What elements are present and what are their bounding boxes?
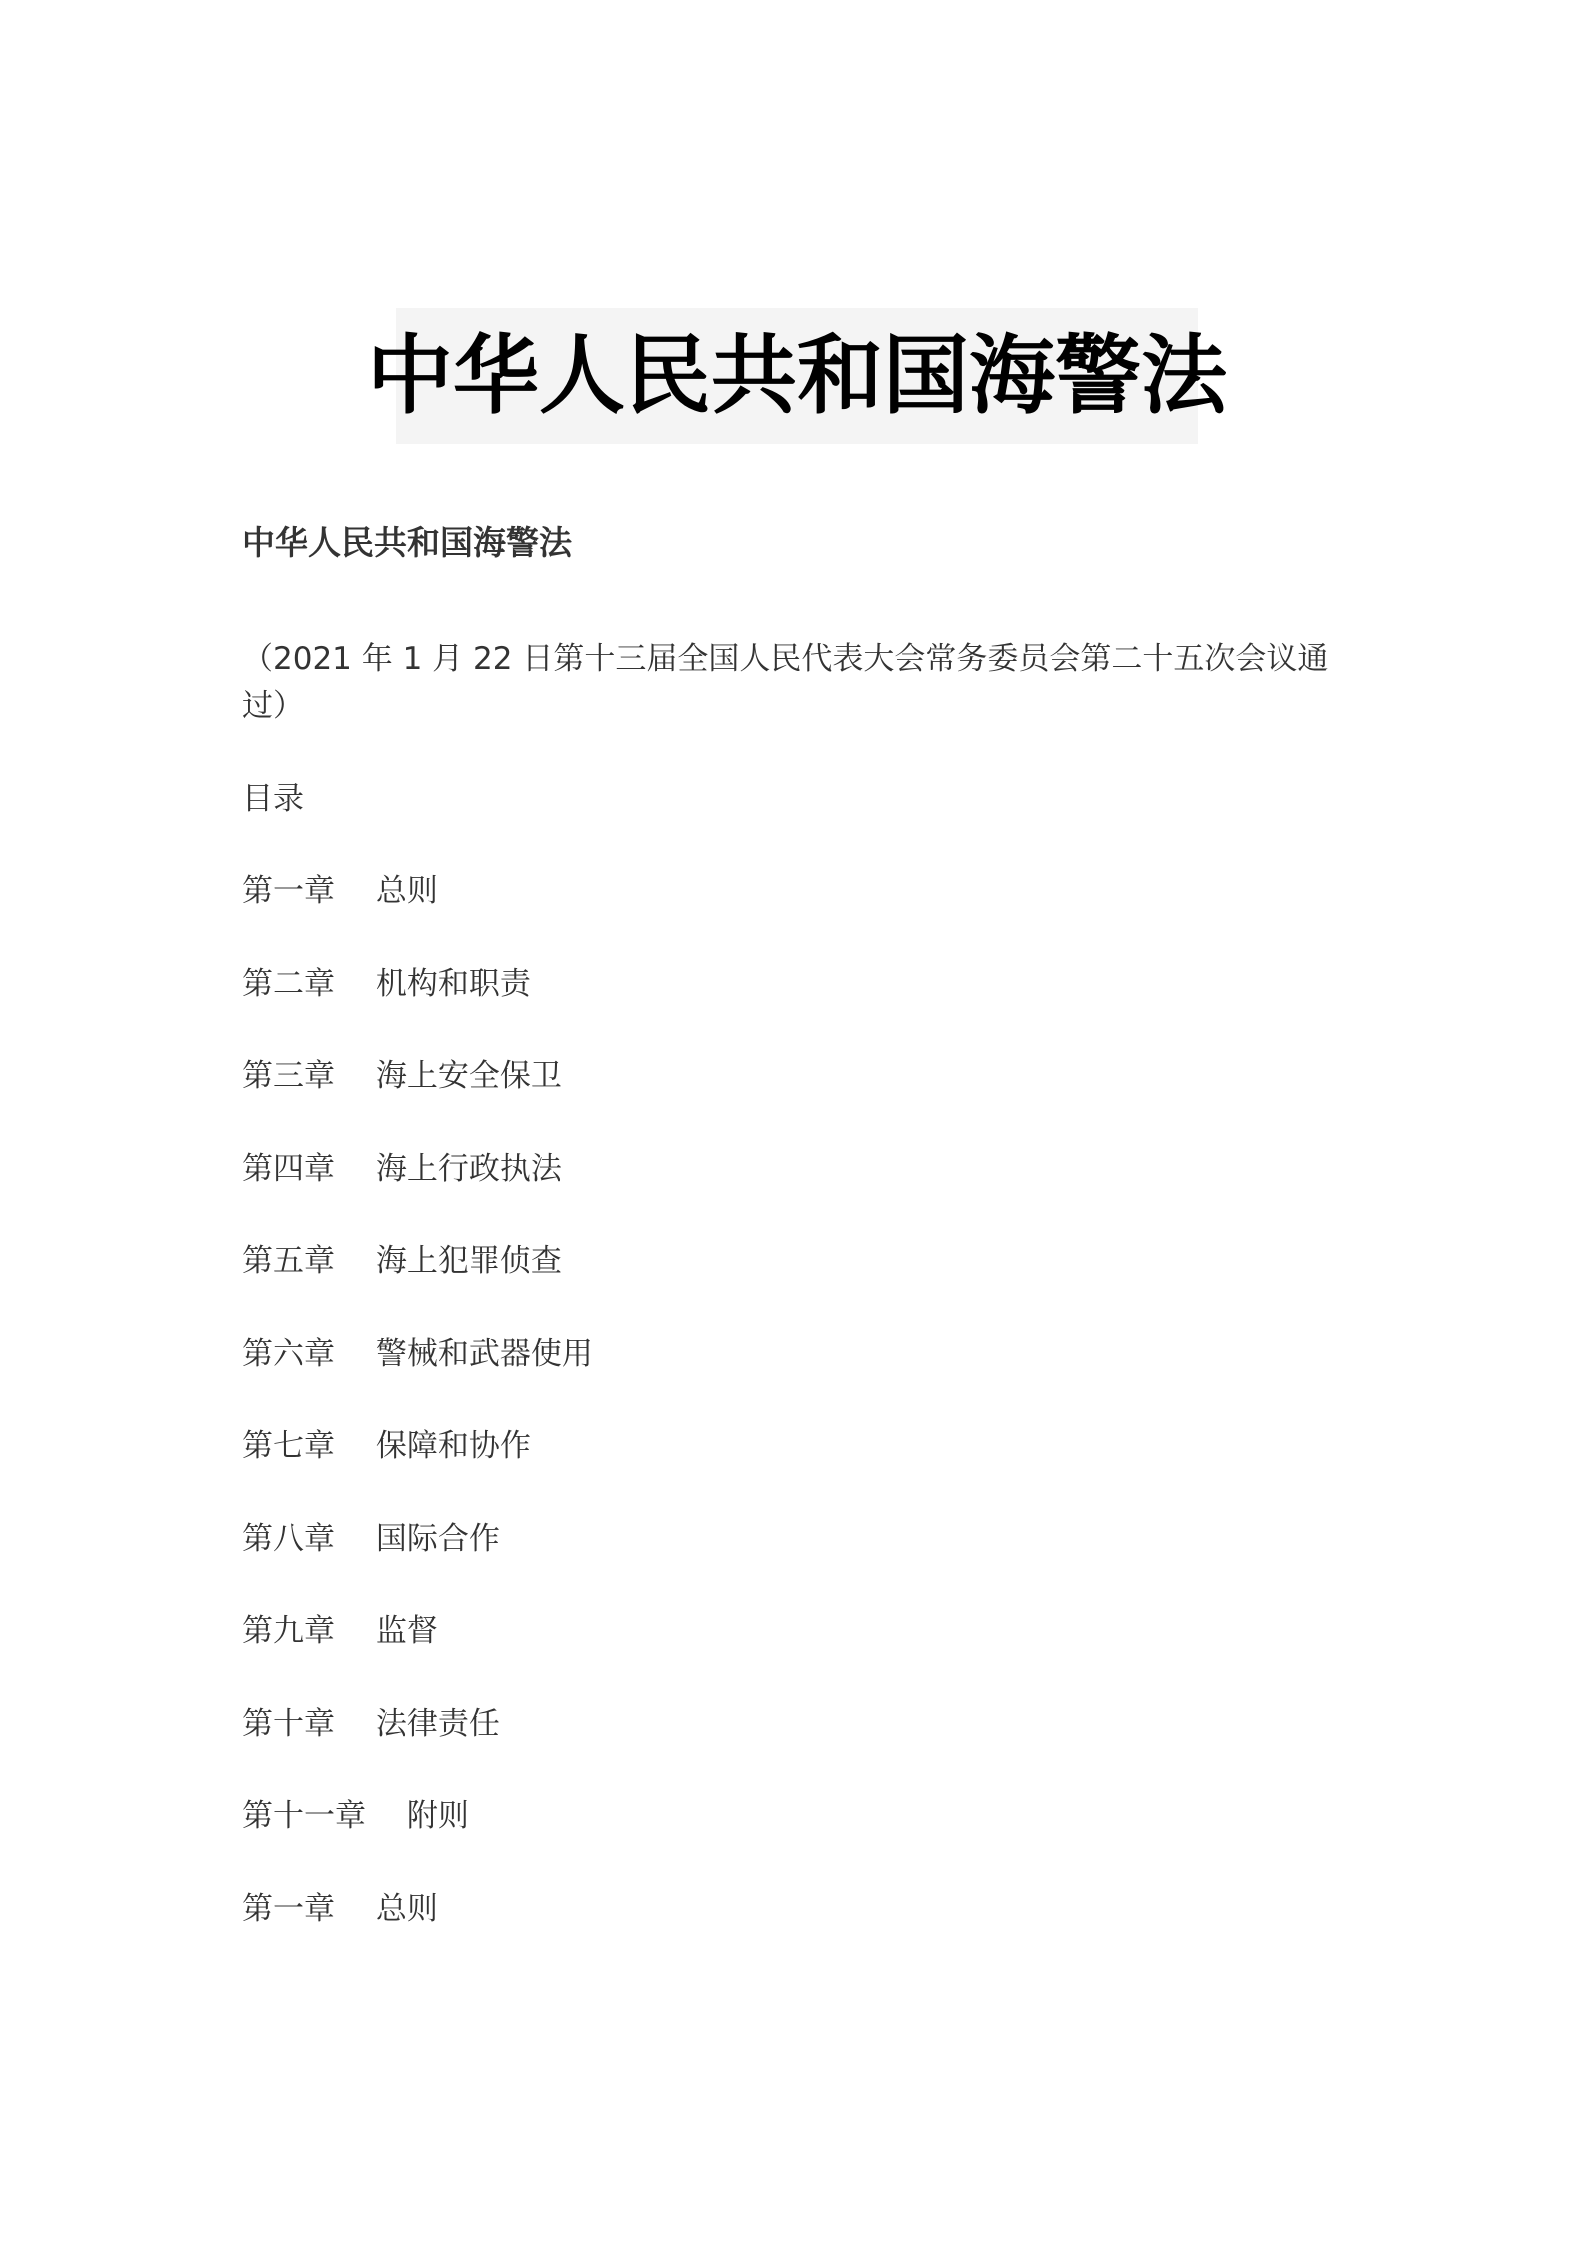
toc-item-chapter-3: 第三章 海上安全保卫 — [242, 1058, 562, 1094]
chapter-heading: 第一章 总则 — [242, 1891, 438, 1927]
toc-item-chapter-5: 第五章 海上犯罪侦查 — [242, 1243, 562, 1279]
toc-item-chapter-9: 第九章 监督 — [242, 1613, 438, 1649]
toc-item-chapter-1: 第一章 总则 — [242, 873, 438, 909]
toc-item-chapter-4: 第四章 海上行政执法 — [242, 1150, 562, 1187]
adoption-note: （2021 年 1 月 22 日第十三届全国人民代表大会常务委员会第二十五次会议通过） — [242, 641, 1329, 724]
table-of-contents — [242, 868, 593, 1886]
law-name-heading: 中华人民共和国海警法 — [242, 523, 572, 562]
toc-item-chapter-6: 第六章 警械和武器使用 — [242, 1335, 593, 1372]
toc-item-chapter-8: 第八章 国际合作 — [242, 1520, 500, 1557]
toc-item-chapter-10: 第十章 法律责任 — [242, 1705, 500, 1742]
title-banner — [367, 308, 1227, 444]
toc-item-chapter-11: 第十一章 附则 — [242, 1798, 469, 1834]
document-title: 中华人民共和国海警法 — [367, 326, 1227, 426]
toc-item-chapter-7: 第七章 保障和协作 — [242, 1428, 531, 1464]
toc-item-chapter-2: 第二章 机构和职责 — [242, 965, 531, 1002]
toc-heading: 目录 — [242, 781, 304, 817]
